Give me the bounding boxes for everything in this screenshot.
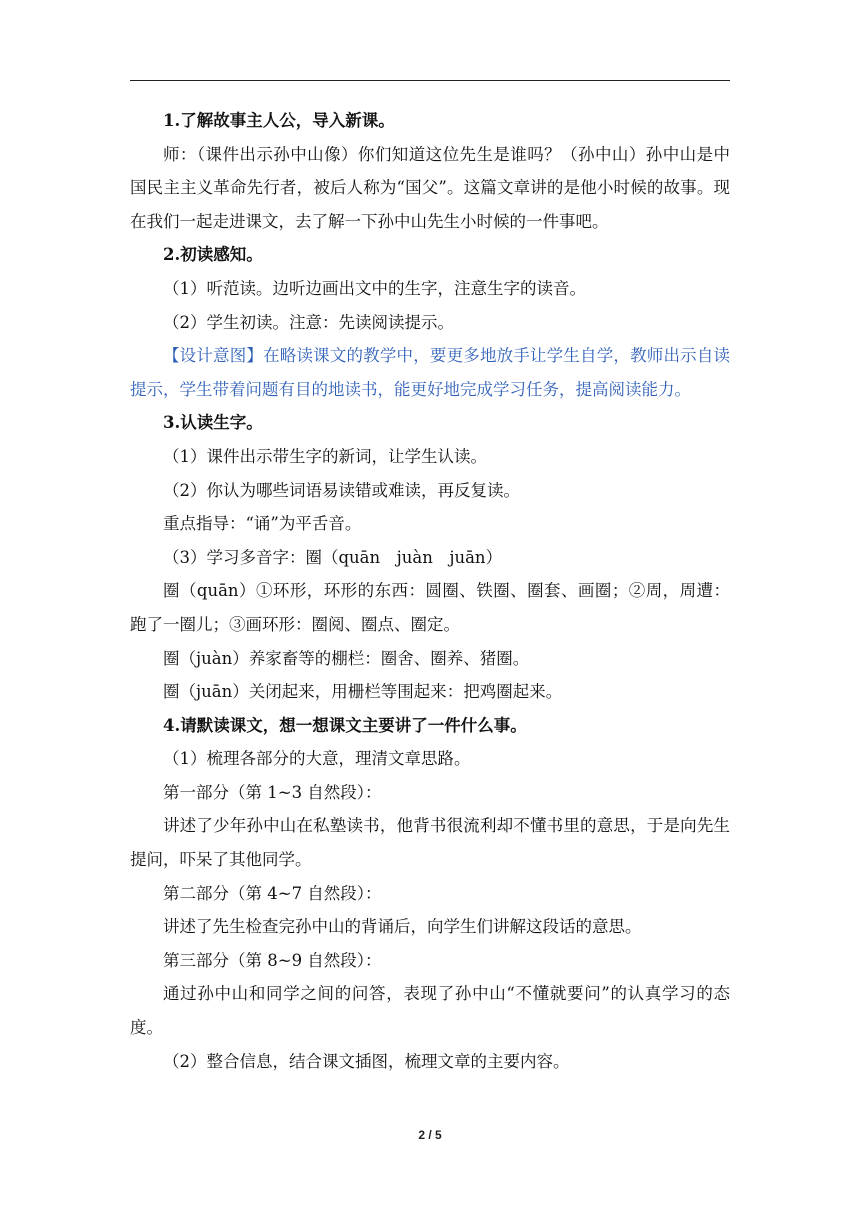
teacher-intro-paragraph: 师：（课件出示孙中山像）你们知道这位先生是谁吗？（孙中山）孙中山是中国民主主义革命先行者，被后人称为“国父”。这篇文章讲的是他小时候的故事。现在我们一起走进课文，去了解一下孙中山先生小时候的一件事吧。 bbox=[130, 144, 730, 231]
quan-definition-paragraph: 圈（quān）①环形，环形的东西：圆圈、铁圈、圈套、画圈；②周，周遭：跑了一圈儿；③画环形：圈阅、圈点、圈定。 bbox=[130, 581, 730, 634]
section-heading-4: 4.请默读课文，想一想课文主要讲了一件什么事。 bbox=[163, 715, 527, 735]
header-rule bbox=[130, 80, 730, 81]
part-three-summary: 通过孙中山和同学之间的问答，表现了孙中山“不懂就要问”的认真学习的态度。 bbox=[130, 984, 730, 1038]
step-outline-paragraph: （1）梳理各部分的大意，理清文章思路。 bbox=[163, 749, 471, 769]
part-two-summary: 讲述了先生检查完孙中山的背诵后，向学生们讲解这段话的意思。 bbox=[163, 917, 642, 937]
juan1-definition-paragraph: 圈（juān）关闭起来，用栅栏等围起来：把鸡圈起来。 bbox=[163, 682, 563, 702]
design-intent-note: 【设计意图】在略读课文的教学中，要更多地放手让学生自学，教师出示自读提示，学生带着问题有目的地读书，能更好地完成学习任务，提高阅读能力。 bbox=[130, 346, 730, 399]
step-words-paragraph: （1）课件出示带生字的新词，让学生认读。 bbox=[163, 446, 487, 466]
part-one-summary: 讲述了少年孙中山在私塾读书，他背书很流利却不懂书里的意思，于是向先生提问，吓呆了其他同学。 bbox=[130, 816, 730, 870]
part-three-label: 第三部分（第 8~9 自然段）： bbox=[163, 950, 382, 970]
document-body bbox=[130, 104, 730, 1078]
part-two-label: 第二部分（第 4~7 自然段）： bbox=[163, 883, 382, 903]
pronunciation-guide-paragraph: 重点指导：“诵”为平舌音。 bbox=[163, 514, 362, 534]
page-number: 2 / 5 bbox=[418, 1128, 442, 1142]
step-integrate-paragraph: （2）整合信息，结合课文插图，梳理文章的主要内容。 bbox=[163, 1051, 570, 1071]
step-difficult-paragraph: （2）你认为哪些词语易读错或难读，再反复读。 bbox=[163, 480, 520, 500]
section-heading-2: 2.初读感知。 bbox=[163, 245, 263, 265]
section-heading-1: 1.了解故事主人公，导入新课。 bbox=[163, 111, 395, 130]
polyphone-paragraph: （3）学习多音字：圈（quān juàn juān） bbox=[163, 547, 503, 567]
step-read-paragraph: （2）学生初读。注意：先读阅读提示。 bbox=[163, 312, 454, 332]
step-listen-paragraph: （1）听范读。边听边画出文中的生字，注意生字的读音。 bbox=[163, 278, 586, 298]
juan4-definition-paragraph: 圈（juàn）养家畜等的棚栏：圈舍、圈养、猪圈。 bbox=[163, 648, 530, 668]
part-one-label: 第一部分（第 1~3 自然段）： bbox=[163, 782, 382, 802]
section-heading-3: 3.认读生字。 bbox=[163, 413, 263, 433]
